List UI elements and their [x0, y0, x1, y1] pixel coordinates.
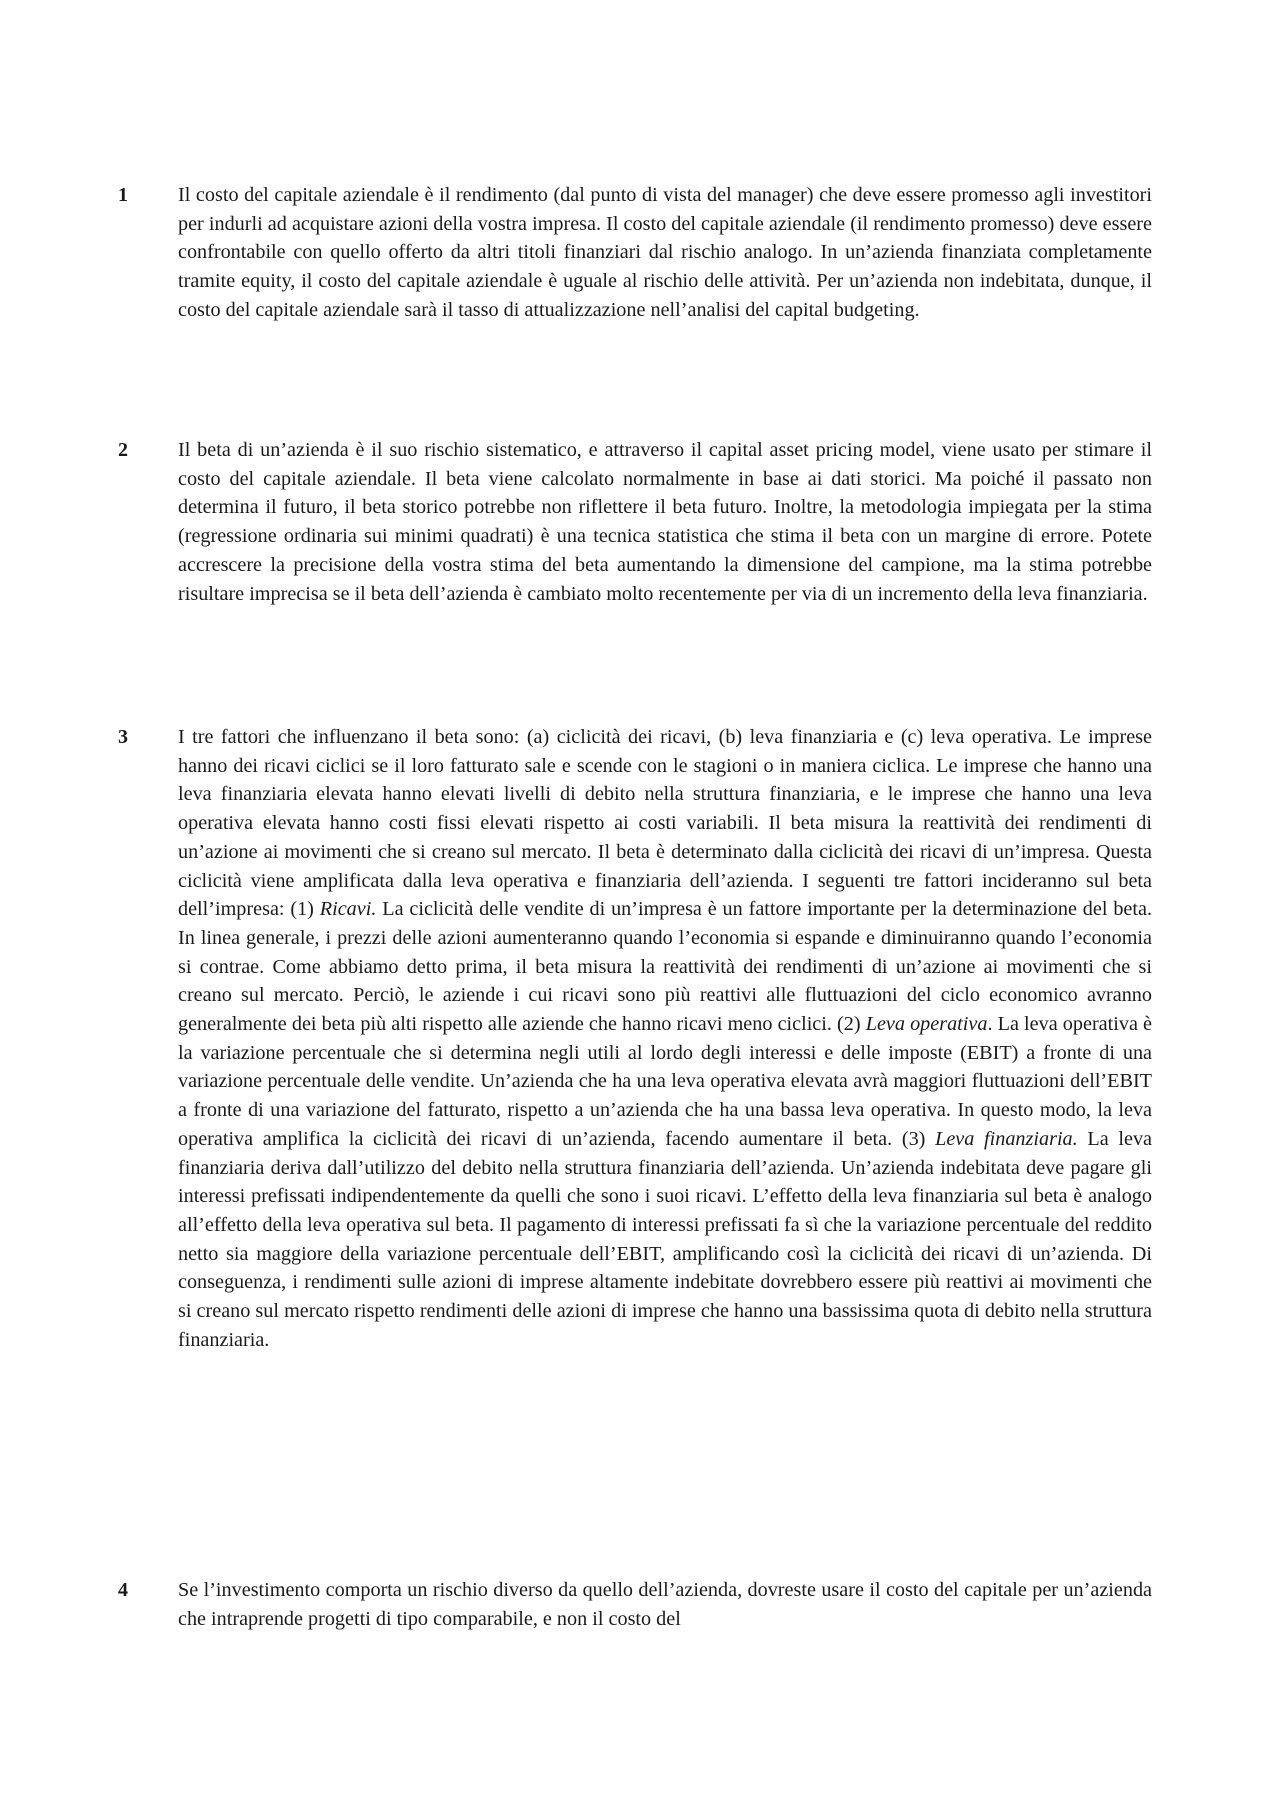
text-run: . La leva operativa è la variazione percentuale che si determina negli utili al lordo degli interessi e delle imposte (EBIT) a fronte di una variazione percentuale delle vendite. Un’azienda che ha una leva operativa elevata avrà maggiori fluttuazioni dell’EBIT a fronte di una variazione del fatturato, rispetto a un’azienda che ha una bassa leva operativa. In questo modo, la leva operativa amplifica la ciclicità dei ricavi di un’azienda, facendo aumentare il beta. (3): [178, 1013, 1152, 1150]
item-text: [178, 723, 1152, 1354]
item-number: 1: [118, 184, 128, 206]
item-number: 2: [118, 439, 128, 461]
italic-term-ricavi: Ricavi.: [319, 898, 377, 921]
italic-term-leva-operativa: Leva operativa: [865, 1013, 988, 1036]
item-text: [178, 181, 1152, 325]
text-run: La ciclicità delle vendite di un’impresa è un fattore importante per la determinazione del beta. In linea generale, i prezzi delle azioni aumenteranno quando l’economia si espande e diminuiranno quando l’economia si contrae. Come abbiamo detto prima, il beta misura la reattività dei rendimenti di un’azione ai movimenti che si creano sul mercato. Perciò, le aziende i cui ricavi sono più reattivi alle fluttuazioni del ciclo economico avranno generalmente dei beta più alti rispetto alle aziende che hanno ricavi meno ciclici. (2): [178, 898, 1152, 1036]
item-text: [178, 436, 1152, 608]
text-run: Il costo del capitale aziendale è il rendimento (dal punto di vista del manager) che deve essere promesso agli investitori per indurli ad acquistare azioni della vostra impresa. Il costo del capitale aziendale (il rendimento promesso) deve essere confrontabile con quello offerto da altri titoli finanziari dal rischio analogo. In un’azienda finanziata completamente tramite equity, il costo del capitale aziendale è uguale al rischio delle attività. Per un’azienda non indebitata, dunque, il costo del capitale aziendale sarà il tasso di attualizzazione nell’analisi del capital budgeting.: [178, 184, 1152, 321]
text-run: Se l’investimento comporta un rischio diverso da quello dell’azienda, dovreste usare il costo del capitale per un’azienda che intraprende progetti di tipo comparabile, e non il costo del: [178, 1579, 1152, 1630]
item-number: 3: [118, 726, 128, 748]
text-run: I tre fattori che influenzano il beta sono: (a) ciclicità dei ricavi, (b) leva finanziaria e (c) leva operativa. Le imprese hanno dei ricavi ciclici se il loro fatturato sale e scende con le stagioni o in maniera ciclica. Le imprese che hanno una leva finanziaria elevata hanno elevati livelli di debito nella struttura finanziaria, e le imprese che hanno una leva operativa elevata hanno costi fissi elevati rispetto ai costi variabili. Il beta misura la reattività dei rendimenti di un’azione ai movimenti che si creano sul mercato. Il beta è determinato dalla ciclicità dei ricavi di un’impresa. Questa ciclicità viene amplificata dalla leva operativa e finanziaria dell’azienda. I seguenti tre fattori incideranno sul beta dell’impresa: (1): [178, 726, 1152, 921]
text-run: La leva finanziaria deriva dall’utilizzo del debito nella struttura finanziaria dell’azienda. Un’azienda indebitata deve pagare gli interessi prefissati indipendentemente da quelli che sono i suoi ricavi. L’effetto della leva finanziaria sul beta è analogo all’effetto della leva operativa sul beta. Il pagamento di interessi prefissati fa sì che la variazione percentuale del reddito netto sia maggiore della variazione percentuale dell’EBIT, amplificando così la ciclicità dei ricavi di un’azienda. Di conseguenza, i rendimenti sulle azioni di imprese altamente indebitate dovrebbero essere più reattivi ai movimenti che si creano sul mercato rispetto rendimenti delle azioni di imprese che hanno una bassissima quota di debito nella struttura finanziaria.: [178, 1127, 1153, 1351]
item-text: [178, 1576, 1152, 1633]
text-run: Il beta di un’azienda è il suo rischio sistematico, e attraverso il capital asset pricing model, viene usato per stimare il costo del capitale aziendale. Il beta viene calcolato normalmente in base ai dati storici. Ma poiché il passato non determina il futuro, il beta storico potrebbe non riflettere il beta futuro. Inoltre, la metodologia impiegata per la stima (regressione ordinaria sui minimi quadrati) è una tecnica statistica che stima il beta con un margine di errore. Potete accrescere la precisione della vostra stima del beta aumentando la dimensione del campione, ma la stima potrebbe risultare imprecisa se il beta dell’azienda è cambiato molto recentemente per via di un incremento della leva finanziaria.: [178, 439, 1152, 605]
italic-term-leva-finanziaria: Leva finanziaria.: [935, 1127, 1078, 1150]
item-number: 4: [118, 1579, 128, 1601]
